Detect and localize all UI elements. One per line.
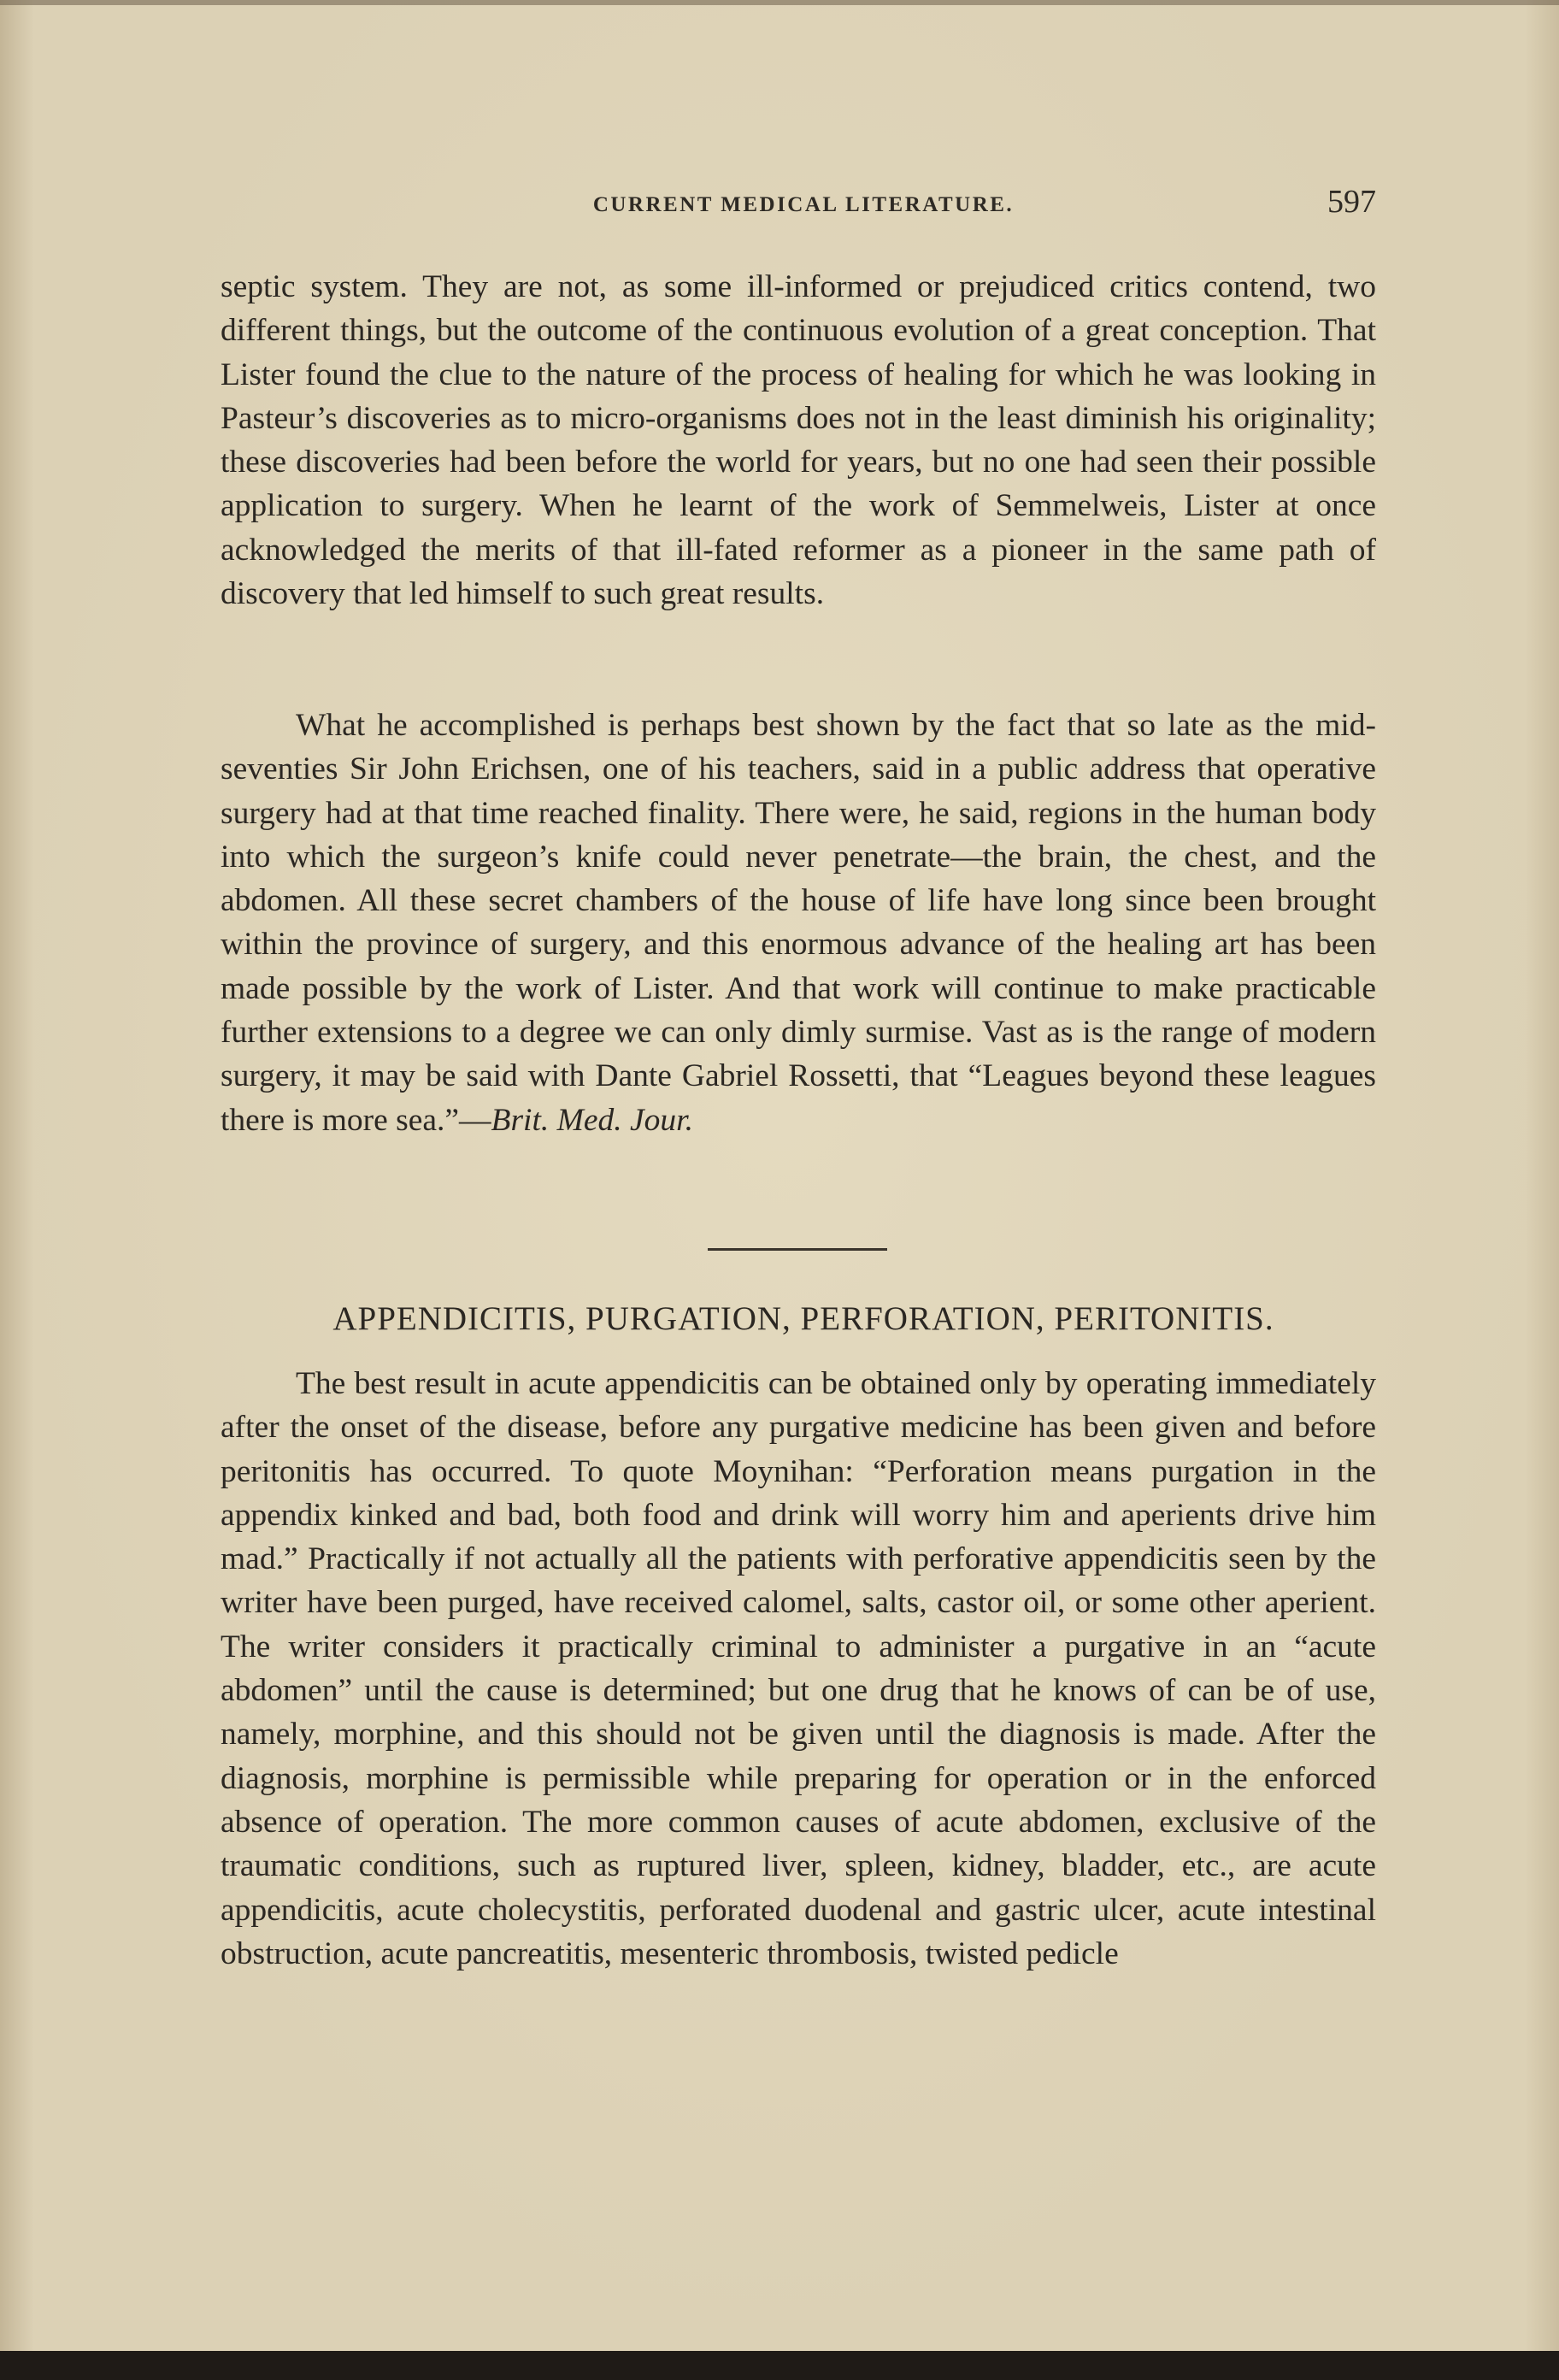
page-top-edge	[0, 0, 1559, 5]
page-number: 597	[1327, 184, 1376, 220]
section-title: APPENDICITIS, PURGATION, PERFORATION, PERITONITIS.	[332, 1300, 1274, 1337]
article1-paragraph-1-text: septic system. They are not, as some ill-informed or prejudiced critics contend, two different things, but the outcome of the continuous evolution of a great conception. That Lister found the clue to the nature of the process of healing for which he was looking in Pasteur’s discoveries as to micro-organisms does not in the least diminish his originality; these discoveries had been before the world for years, but no one had seen their possible application to surgery. When he learnt of the work of Semmelweis, Lister at once acknowledged the merits of that ill-fated reformer as a pioneer in the same path of discovery that led himself to such great results.	[221, 269, 1376, 612]
source-citation: Brit. Med. Jour.	[491, 1102, 693, 1138]
scan-bottom-edge	[0, 2351, 1559, 2380]
article2-paragraph-1	[221, 1362, 1376, 1976]
article1-paragraph-2-text: What he accomplished is perhaps best shown by the fact that so late as the mid-seventies Sir John Erichsen, one of his teachers, said in a public address that operative surgery had at that time reached finality. There were, he said, regions in the human body into which the surgeon’s knife could never penetrate—the brain, the chest, and the abdomen. All these secret chambers of the house of life have long since been brought within the province of surgery, and this enormous advance of the healing art has been made possible by the work of Lister. And that work will continue to make practicable further extensions to a degree we can only dimly surmise. Vast as is the range of modern surgery, it may be said with Dante Gabriel Rossetti, that “Leagues beyond these leagues there is more sea.”—	[221, 708, 1376, 1138]
article1-paragraph-1	[221, 265, 1376, 616]
article1-paragraph-2	[221, 704, 1376, 1142]
article2-paragraph-1-text: The best result in acute appendicitis can be obtained only by operating immediately after the onset of the disease, before any purgative medicine has been given and before peritonitis has occurred. To quote Moynihan: “Perforation means purgation in the appendix kinked and bad, both food and drink will worry him and aperients drive him mad.” Practically if not actually all the patients with perforative appendicitis seen by the writer have been purged, have received calomel, salts, castor oil, or some other aperient. The writer considers it practically criminal to administer a purgative in an “acute abdomen” until the cause is determined; but one drug that he knows of can be of use, namely, morphine, and this should not be given until the diagnosis is made. After the diagnosis, morphine is permissible while preparing for operation or in the enforced absence of operation. The more common causes of acute abdomen, exclusive of the traumatic conditions, such as ruptured liver, spleen, kidney, bladder, etc., are acute appendicitis, acute cholecystitis, perforated duodenal and gastric ulcer, acute intestinal obstruction, acute pancreatitis, mesenteric thrombosis, twisted pedicle	[221, 1366, 1376, 1971]
section-divider	[708, 1248, 887, 1251]
running-head: CURRENT MEDICAL LITERATURE.	[592, 193, 1015, 216]
